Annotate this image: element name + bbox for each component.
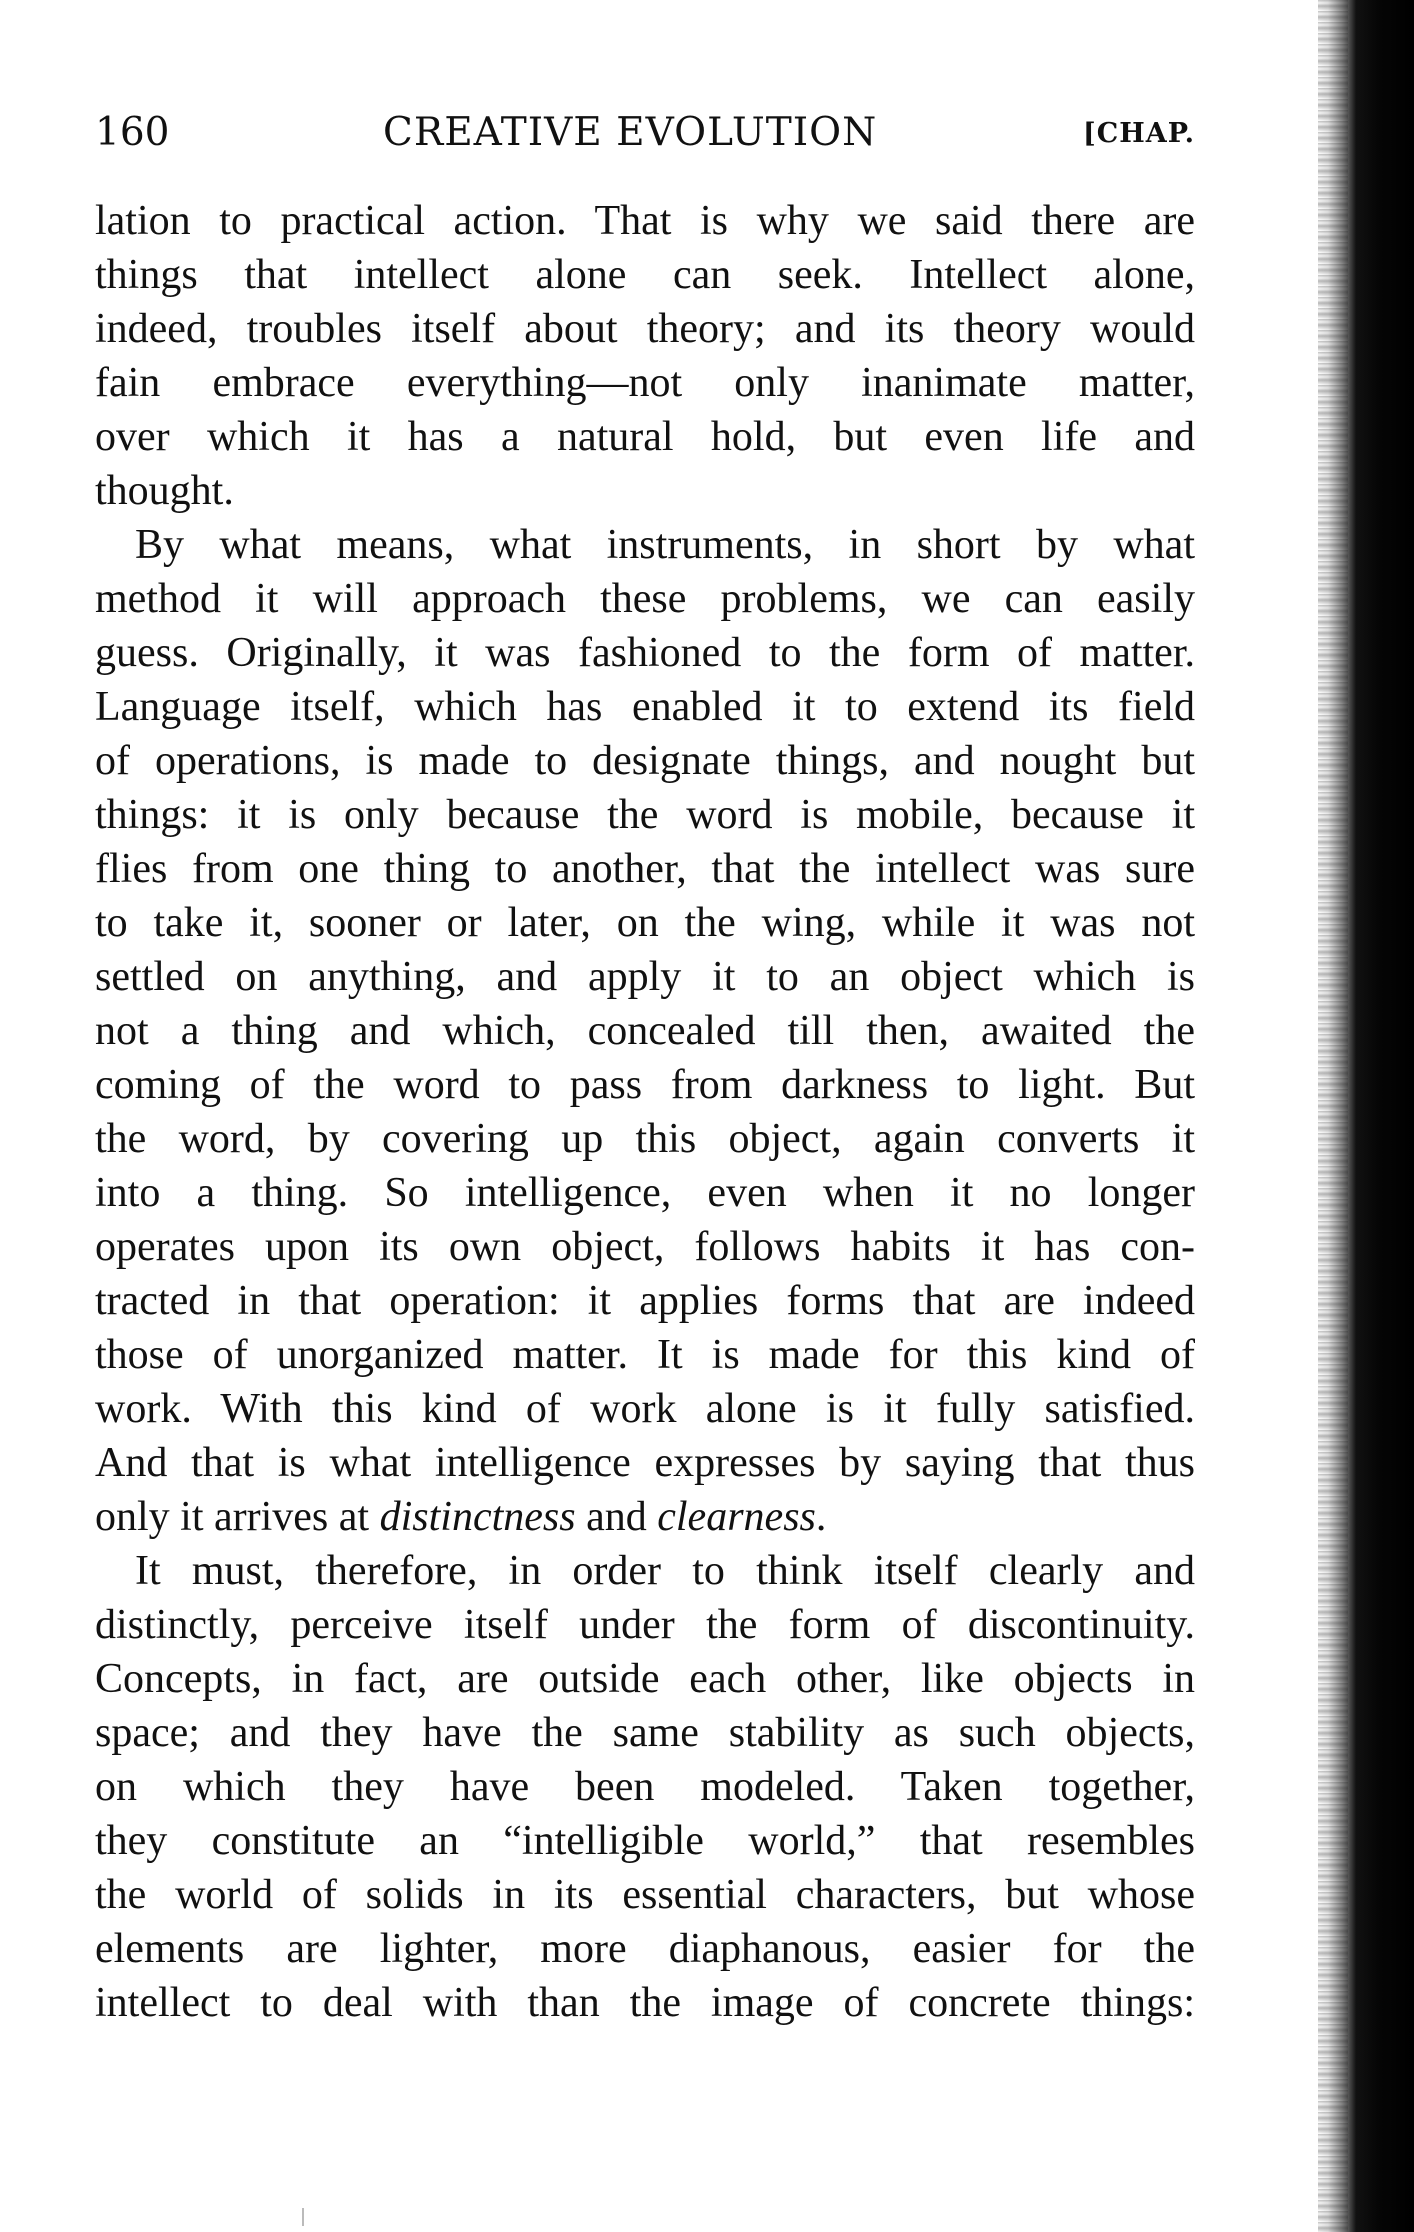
text-line: Language itself, which has enabled it to extend its field	[95, 684, 1195, 730]
text-line: to take it, sooner or later, on the wing, while it was not	[95, 900, 1195, 946]
text-line: And that is what intelligence expresses by saying that thus	[95, 1440, 1195, 1486]
text-line: on which they have been modeled. Taken together,	[95, 1764, 1195, 1810]
text-line: they constitute an “intelligible world,” that resembles	[95, 1818, 1195, 1864]
text-line: distinctly, perceive itself under the form of discontinuity.	[95, 1602, 1195, 1648]
paragraph	[95, 1544, 1195, 2030]
text-line: work. With this kind of work alone is it fully satisfied.	[95, 1386, 1195, 1432]
text-line: flies from one thing to another, that the intellect was sure	[95, 846, 1195, 892]
text-line: method it will approach these problems, we can easily	[95, 576, 1195, 622]
chapter-mark: [CHAP.	[1083, 118, 1195, 149]
text-line: thought.	[95, 468, 234, 514]
text-line: the word, by covering up this object, again converts it	[95, 1116, 1195, 1162]
text-line: indeed, troubles itself about theory; and its theory would	[95, 306, 1195, 352]
page-number: 160	[95, 110, 170, 155]
emphasized-word: distinctness	[379, 1494, 576, 1540]
text-line: things: it is only because the word is mobile, because it	[95, 792, 1195, 838]
text-line: fain embrace everything—not only inanimate matter,	[95, 360, 1195, 406]
paragraph	[95, 518, 1195, 1544]
text-line: of operations, is made to designate things, and nought but	[95, 738, 1195, 784]
scan-mark	[302, 2208, 304, 2226]
text-line: lation to practical action. That is why we said there are	[95, 198, 1195, 244]
text-line: the world of solids in its essential characters, but whose	[95, 1872, 1195, 1918]
text-fragment: and	[575, 1494, 658, 1540]
paragraph	[95, 194, 1195, 518]
text-fragment: only it arrives at	[95, 1494, 380, 1540]
running-head	[95, 103, 1195, 163]
body-text	[95, 194, 1195, 2030]
running-title: CREATIVE EVOLUTION	[383, 110, 878, 155]
text-line: into a thing. So intelligence, even when it no longer	[95, 1170, 1195, 1216]
text-line: settled on anything, and apply it to an object which is	[95, 954, 1195, 1000]
text-line-with-emphasis	[95, 1490, 1195, 1544]
text-line: space; and they have the same stability as such objects,	[95, 1710, 1195, 1756]
text-line: By what means, what instruments, in short by what	[135, 522, 1195, 568]
text-line: things that intellect alone can seek. Intellect alone,	[95, 252, 1195, 298]
text-line: It must, therefore, in order to think itself clearly and	[135, 1548, 1195, 1594]
text-fragment: .	[815, 1494, 827, 1540]
emphasized-word: clearness	[657, 1494, 816, 1540]
book-gutter-shadow	[1320, 0, 1414, 2232]
text-line: over which it has a natural hold, but even life and	[95, 414, 1195, 460]
text-line: not a thing and which, concealed till then, awaited the	[95, 1008, 1195, 1054]
text-line: those of unorganized matter. It is made for this kind of	[95, 1332, 1195, 1378]
text-line: elements are lighter, more diaphanous, easier for the	[95, 1926, 1195, 1972]
text-line: guess. Originally, it was fashioned to the form of matter.	[95, 630, 1195, 676]
text-line: operates upon its own object, follows habits it has con-	[95, 1224, 1195, 1270]
text-line: intellect to deal with than the image of concrete things:	[95, 1980, 1195, 2026]
text-line: Concepts, in fact, are outside each other, like objects in	[95, 1656, 1195, 1702]
text-line: tracted in that operation: it applies forms that are indeed	[95, 1278, 1195, 1324]
text-line: coming of the word to pass from darkness to light. But	[95, 1062, 1195, 1108]
